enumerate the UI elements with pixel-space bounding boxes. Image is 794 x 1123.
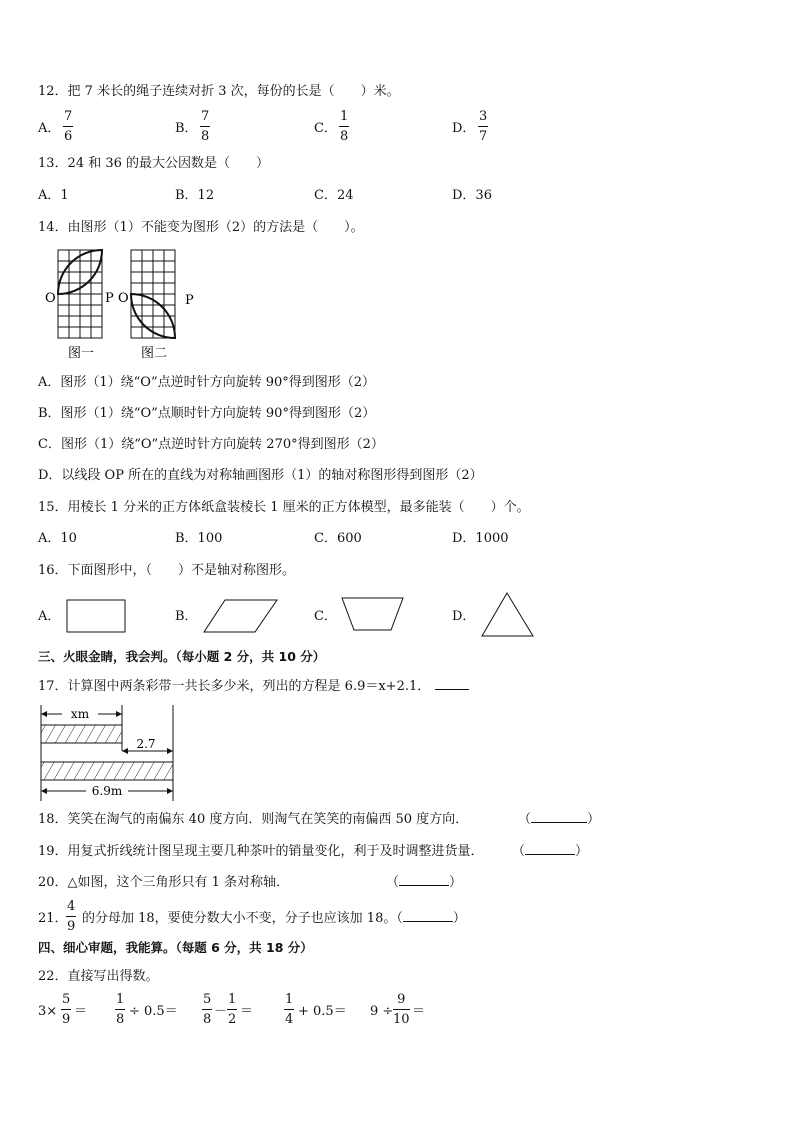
q22-e1-tail: ＝ xyxy=(74,1004,88,1019)
q22-e3-fraction1: 5 8 xyxy=(203,992,212,1027)
q12-option-c-label: C． xyxy=(314,121,337,136)
section4-title: 四、细心审题，我能算。（每题 6 分，共 18 分） xyxy=(38,940,313,955)
parallelogram-icon xyxy=(203,599,279,635)
q12-option-d-label: D． xyxy=(452,121,476,136)
q17-label-mid: 2.7 xyxy=(136,737,156,751)
q14-option-b: B．图形（1）绕“O”点顺时针方向旋转 90°得到图形（2） xyxy=(38,406,376,421)
q14-figures xyxy=(40,245,210,365)
q22-e3-fraction2: 1 2 xyxy=(228,992,237,1027)
q12-option-a-label: A． xyxy=(38,121,61,136)
q15-option-b: B．100 xyxy=(175,531,223,546)
section3-title: 三、火眼金睛，我会判。（每小题 2 分，共 10 分） xyxy=(38,649,326,664)
q16-stem: 16．下面图形中，（ ）不是轴对称图形。 xyxy=(38,563,296,578)
q18-answer: （ ） xyxy=(518,812,601,827)
q17-ribbon-1 xyxy=(41,725,122,743)
q12-option-b-label: B． xyxy=(175,121,198,136)
q16-option-c: C． xyxy=(314,609,337,624)
q22-e2-tail: ÷ 0.5＝ xyxy=(129,1004,178,1019)
q20-answer-blank[interactable] xyxy=(399,885,449,886)
q21-text: 的分母加 18，要使分数大小不变，分子也应该加 18。（ ） xyxy=(82,911,466,926)
q22-e5-prefix: 9 ÷ xyxy=(370,1004,394,1019)
q15-stem: 15．用棱长 1 分米的正方体纸盒装棱长 1 厘米的正方体模型，最多能装（ ）个。 xyxy=(38,500,530,515)
q19-stem: 19．用复式折线统计图呈现主要几种茶叶的销量变化，利于及时调整进货量． xyxy=(38,844,484,859)
q17-label-xm: xm xyxy=(70,707,90,721)
q14-option-d: D．以线段 OP 所在的直线为对称轴画图形（1）的轴对称图形得到图形（2） xyxy=(38,468,483,483)
figure1-p-label: P xyxy=(105,291,114,306)
q21-prefix: 21． xyxy=(38,911,68,926)
q22-e4-tail: + 0.5＝ xyxy=(298,1004,347,1019)
q19-answer: （ ） xyxy=(512,844,589,859)
q15-option-d: D．1000 xyxy=(452,531,509,546)
q21-fraction: 4 9 xyxy=(67,899,76,934)
q22-e1-prefix: 3× xyxy=(38,1004,58,1019)
q14-stem: 14．由图形（1）不能变为图形（2）的方法是（ ）。 xyxy=(38,220,364,235)
q20-stem: 20．△如图，这个三角形只有 1 条对称轴． xyxy=(38,875,290,890)
q19-answer-blank[interactable] xyxy=(525,854,575,855)
q12-option-a-fraction: 7 6 xyxy=(64,109,73,144)
q22-e5-tail: ＝ xyxy=(412,1004,426,1019)
q22-e3-tail: ＝ xyxy=(240,1004,254,1019)
q17-answer-blank[interactable] xyxy=(435,689,469,690)
q16-option-b: B． xyxy=(175,609,198,624)
q17-ribbon-diagram xyxy=(38,703,178,803)
q14-option-a: A．图形（1）绕“O”点逆时针方向旋转 90°得到图形（2） xyxy=(38,375,376,390)
figure2-p-label: P xyxy=(185,293,194,308)
q13-option-c: C．24 xyxy=(314,188,354,203)
figure2-o-label: O xyxy=(118,291,129,306)
q20-answer: （ ） xyxy=(386,875,463,890)
triangle-icon xyxy=(481,592,537,638)
q13-option-d: D．36 xyxy=(452,188,492,203)
q12-stem: 12．把 7 米长的绳子连续对折 3 次，每份的长是（ ）米。 xyxy=(38,84,400,99)
q21-answer-blank[interactable] xyxy=(403,921,453,922)
q12-option-c-fraction: 1 8 xyxy=(340,109,349,144)
q12-option-d-fraction: 3 7 xyxy=(479,109,488,144)
figure2-caption: 图二 xyxy=(141,346,168,361)
q13-option-a: A．1 xyxy=(38,188,69,203)
q22-e2-fraction: 1 8 xyxy=(116,992,125,1027)
figure1-caption: 图一 xyxy=(68,346,95,361)
q12-option-b-fraction: 7 8 xyxy=(201,109,210,144)
q22-stem: 22．直接写出得数。 xyxy=(38,969,159,984)
q22-e4-fraction: 1 4 xyxy=(285,992,294,1027)
q15-option-c: C．600 xyxy=(314,531,362,546)
q17-label-bottom: 6.9m xyxy=(91,784,123,798)
rectangle-icon xyxy=(66,599,128,635)
q13-option-b: B．12 xyxy=(175,188,215,203)
q22-e5-fraction: 9 10 xyxy=(393,992,410,1027)
q22-e3-op: － xyxy=(214,1004,228,1019)
q18-stem: 18．笑笑在淘气的南偏东 40 度方向．则淘气在笑笑的南偏西 50 度方向． xyxy=(38,812,469,827)
q14-option-c: C．图形（1）绕“O”点逆时针方向旋转 270°得到图形（2） xyxy=(38,437,384,452)
q22-e1-fraction: 5 9 xyxy=(62,992,71,1027)
q17-stem: 17．计算图中两条彩带一共长多少米，列出的方程是 6.9＝x+2.1． xyxy=(38,680,469,693)
q13-stem: 13．24 和 36 的最大公因数是（ ） xyxy=(38,156,270,171)
trapezoid-icon xyxy=(341,597,405,633)
q15-option-a: A．10 xyxy=(38,531,77,546)
figure1-o-label: O xyxy=(45,291,56,306)
q16-option-a: A． xyxy=(38,609,61,624)
q17-ribbon-2 xyxy=(41,762,173,780)
q16-option-d: D． xyxy=(452,609,476,624)
q18-answer-blank[interactable] xyxy=(531,822,587,823)
